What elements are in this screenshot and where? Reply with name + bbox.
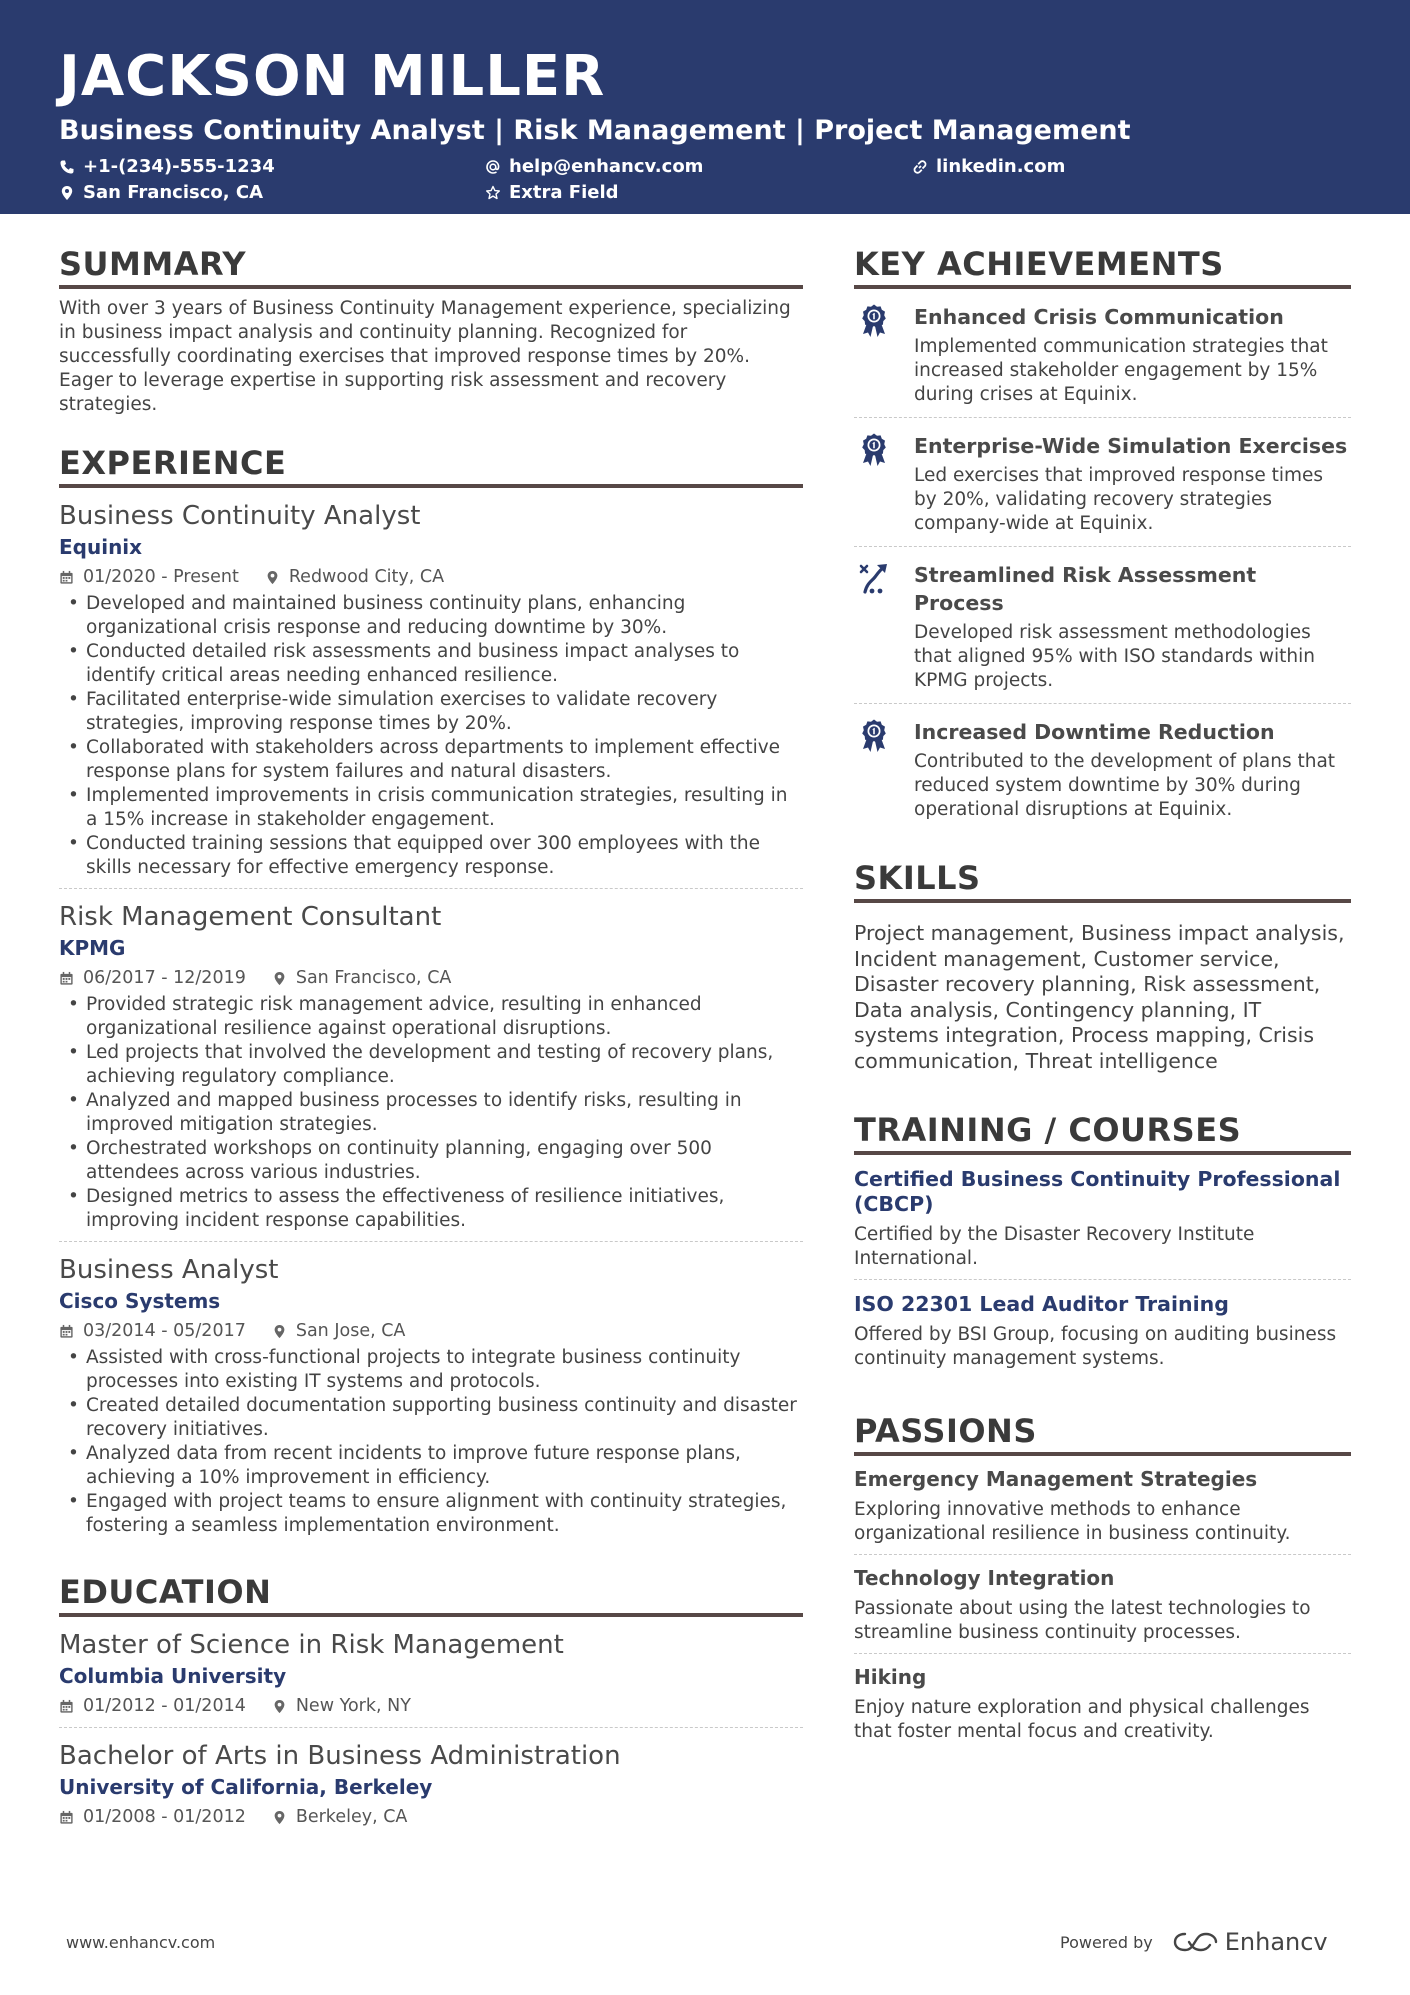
course-desc: Offered by BSI Group, focusing on auditing business continuity management systems. [854,1324,1337,1369]
passion-item [854,1456,1351,1555]
training-title: TRAINING / COURSES [854,1110,1351,1155]
at-icon [485,159,501,175]
bullet-item: • Orchestrated workshops on continuity planning, engaging over 500 attendees across various industries. [59,1137,803,1185]
job-title: Business Analyst [59,1255,279,1285]
achievement-title: Streamlined Risk Assessment Process [914,563,1257,615]
passion-title: Technology Integration [854,1566,1115,1590]
strategy-arrow-icon [858,561,890,597]
contact-extra [485,182,619,203]
course-item [854,1155,1351,1280]
calendar-icon [59,971,74,986]
achievement-desc: Led exercises that improved response times by 20%, validating recovery strategies company-wide at Equinix. [914,465,1324,534]
skills-section [854,858,1351,1074]
award-ribbon-icon [858,432,890,468]
calendar-icon [59,1699,74,1714]
achievements-section [854,244,1351,832]
award-ribbon-icon [858,718,890,754]
powered-by-label: Powered by [1060,1932,1153,1952]
bullet-item: • Provided strategic risk management advice, resulting in enhanced organizational resilience against operational disruptions. [59,993,803,1041]
location-text: San Francisco, CA [83,182,264,203]
candidate-headline: Business Continuity Analyst | Risk Management | Project Management [59,115,1131,146]
candidate-name: JACKSON MILLER [59,44,606,109]
location-pin-icon [272,1324,287,1339]
bullet-item: • Engaged with project teams to ensure alignment with continuity strategies, fostering a seamless implementation environment. [59,1490,803,1538]
job-location: San Jose, CA [295,1321,406,1341]
job-dates: 03/2014 - 05/2017 [83,1321,246,1341]
job-title: Business Continuity Analyst [59,501,421,531]
course-item [854,1280,1351,1379]
bullet-item: • Analyzed and mapped business processes to identify risks, resulting in improved mitigation strategies. [59,1089,803,1137]
course-desc: Certified by the Disaster Recovery Institute International. [854,1224,1255,1269]
right-column [854,244,1351,1778]
degree-title: Bachelor of Arts in Business Administration [59,1741,621,1771]
bullet-item: • Assisted with cross-functional projects to integrate business continuity processes into existing IT systems and protocols. [59,1346,803,1394]
education-entry [59,1617,803,1728]
calendar-icon [59,1810,74,1825]
achievement-item [854,418,1351,547]
job-meta [59,965,803,991]
extra-field-text: Extra Field [509,182,619,203]
school-name: University of California, Berkeley [59,1775,433,1799]
bullet-item: • Facilitated enterprise-wide simulation exercises to validate recovery strategies, improving response times by 20%. [59,688,803,736]
achievement-title: Enhanced Crisis Communication [914,305,1284,329]
passions-section [854,1411,1351,1752]
award-ribbon-icon [858,303,890,339]
job-entry [59,488,803,889]
location-pin-icon [59,185,75,201]
education-title: EDUCATION [59,1572,803,1617]
achievement-desc: Contributed to the development of plans that reduced system downtime by 30% during operational disruptions at Equinix. [914,751,1336,820]
job-dates: 01/2020 - Present [83,567,239,587]
job-bullets [59,993,803,1233]
contact-linkedin[interactable] [912,156,1065,177]
bullet-item: • Analyzed data from recent incidents to improve future response plans, achieving a 10% improvement in efficiency. [59,1442,803,1490]
experience-section [59,443,803,1546]
job-title: Risk Management Consultant [59,902,442,932]
education-dates: 01/2008 - 01/2012 [83,1807,246,1827]
contact-location [59,182,263,203]
course-title: ISO 22301 Lead Auditor Training [854,1292,1229,1316]
passion-title: Hiking [854,1665,927,1689]
experience-title: EXPERIENCE [59,443,803,488]
resume-header [0,0,1410,214]
left-column [59,244,803,1864]
job-bullets [59,592,803,880]
education-meta [59,1693,803,1719]
brand-logo[interactable] [1173,1928,1328,1956]
email-text: help@enhancv.com [509,156,704,177]
achievement-title: Increased Downtime Reduction [914,720,1275,744]
footer-website[interactable]: www.enhancv.com [66,1933,216,1952]
education-entry [59,1728,803,1838]
link-icon [912,159,928,175]
passion-title: Emergency Management Strategies [854,1467,1258,1491]
school-name: Columbia University [59,1664,287,1688]
achievement-desc: Developed risk assessment methodologies that aligned 95% with ISO standards within KPMG projects. [914,622,1316,691]
training-section [854,1110,1351,1379]
bullet-item: • Developed and maintained business continuity plans, enhancing organizational crisis response and reducing downtime by 30%. [59,592,803,640]
enhancv-logo-icon [1173,1930,1219,1954]
location-pin-icon [272,1810,287,1825]
bullet-item: • Conducted training sessions that equipped over 300 employees with the skills necessary for effective emergency response. [59,832,803,880]
location-pin-icon [272,1699,287,1714]
job-location: Redwood City, CA [288,567,445,587]
job-bullets [59,1346,803,1538]
job-meta [59,1318,803,1344]
passion-desc: Enjoy nature exploration and physical challenges that foster mental focus and creativity. [854,1697,1310,1742]
job-company: Equinix [59,535,143,559]
job-company: KPMG [59,936,126,960]
passion-item [854,1654,1351,1752]
bullet-item: • Collaborated with stakeholders across departments to implement effective response plans for system failures and natural disasters. [59,736,803,784]
achievement-item [854,289,1351,418]
location-pin-icon [265,570,280,585]
education-dates: 01/2012 - 01/2014 [83,1696,246,1716]
summary-text: With over 3 years of Business Continuity Management experience, specializing in business impact analysis and continuity planning. Recognized for successfully coordinating exercises that improved response times by 20%. Eager to leverage expertise in supporting risk assessment and recovery strategies. [59,298,791,415]
linkedin-text: linkedin.com [936,156,1066,177]
calendar-icon [59,1324,74,1339]
contact-phone[interactable] [59,156,275,177]
bullet-item: • Led projects that involved the development and testing of recovery plans, achieving regulatory compliance. [59,1041,803,1089]
course-title: Certified Business Continuity Professional (CBCP) [854,1167,1341,1216]
job-location: San Francisco, CA [295,968,452,988]
job-dates: 06/2017 - 12/2019 [83,968,246,988]
achievement-item [854,547,1351,704]
bullet-item: • Conducted detailed risk assessments and business impact analyses to identify critical areas needing enhanced resilience. [59,640,803,688]
degree-title: Master of Science in Risk Management [59,1630,564,1660]
education-location: New York, NY [295,1696,411,1716]
passion-item [854,1555,1351,1654]
footer-branding [1060,1928,1328,1956]
calendar-icon [59,570,74,585]
job-meta [59,564,803,590]
brand-name: Enhancv [1224,1928,1328,1956]
bullet-item: • Implemented improvements in crisis communication strategies, resulting in a 15% increase in stakeholder engagement. [59,784,803,832]
location-pin-icon [272,971,287,986]
summary-section [59,244,803,417]
job-entry [59,889,803,1242]
passions-title: PASSIONS [854,1411,1351,1456]
bullet-item: • Designed metrics to assess the effectiveness of resilience initiatives, improving incident response capabilities. [59,1185,803,1233]
achievement-desc: Implemented communication strategies that increased stakeholder engagement by 15% during crises at Equinix. [914,336,1328,405]
contact-info [59,156,1410,208]
achievement-title: Enterprise-Wide Simulation Exercises [914,434,1348,458]
passion-desc: Passionate about using the latest technologies to streamline business continuity processes. [854,1598,1311,1643]
summary-title: SUMMARY [59,244,803,289]
job-entry [59,1242,803,1546]
star-icon [485,185,501,201]
contact-email[interactable] [485,156,703,177]
education-section [59,1572,803,1838]
achievements-title: KEY ACHIEVEMENTS [854,244,1351,289]
passion-desc: Exploring innovative methods to enhance organizational resilience in business continuity. [854,1499,1291,1544]
phone-text: +1-(234)-555-1234 [83,156,275,177]
phone-icon [59,159,75,175]
skills-text: Project management, Business impact analysis, Incident management, Customer service, Disaster recovery planning, Risk assessment, Data analysis, Contingency planning, IT systems integration, Process mapping, Crisis communication, Threat intelligence [854,921,1345,1073]
skills-title: SKILLS [854,858,1351,903]
education-location: Berkeley, CA [295,1807,408,1827]
bullet-item: • Created detailed documentation supporting business continuity and disaster recovery initiatives. [59,1394,803,1442]
education-meta [59,1804,803,1830]
achievement-item [854,704,1351,832]
job-company: Cisco Systems [59,1289,221,1313]
